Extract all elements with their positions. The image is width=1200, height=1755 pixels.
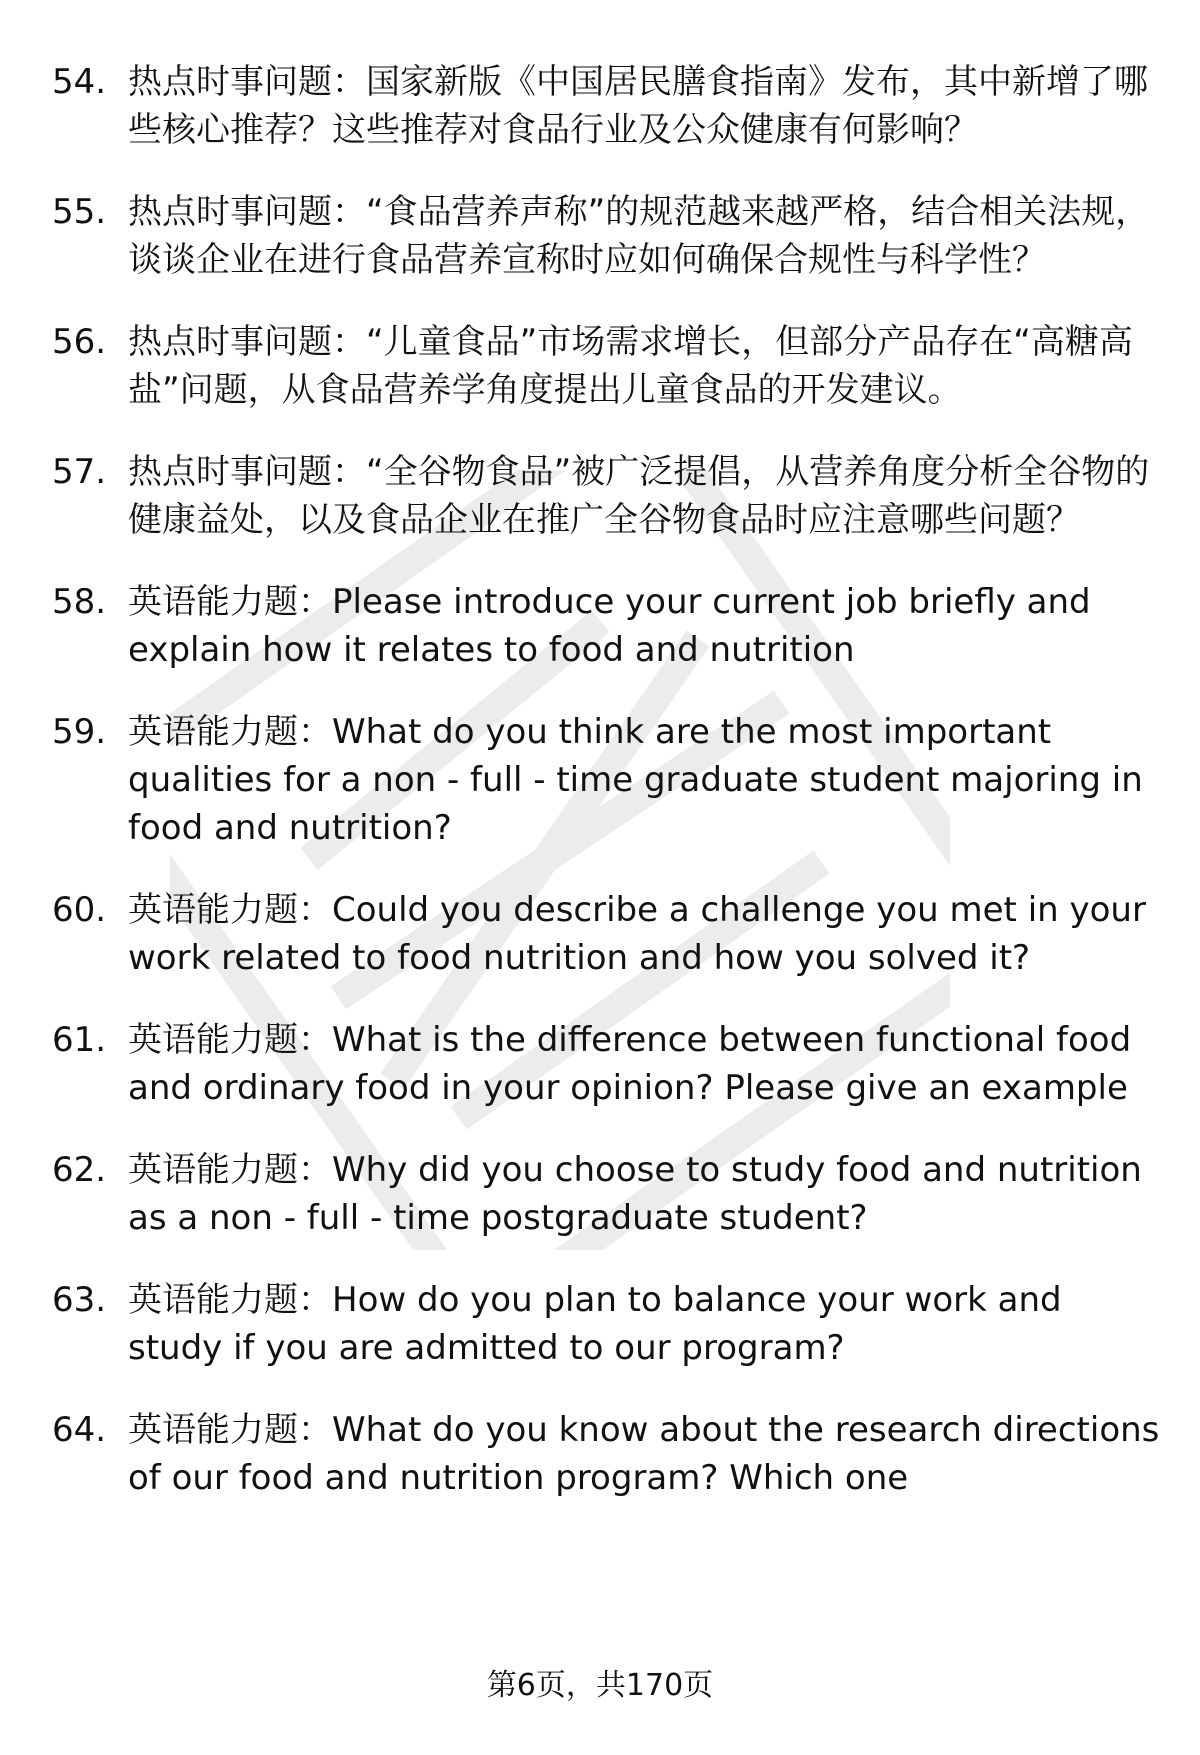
question-category: 英语能力题： — [128, 1280, 332, 1320]
question-number: 63. — [52, 1280, 107, 1320]
question-category: 英语能力题： — [128, 1020, 332, 1060]
question-item-59 — [0, 708, 1200, 852]
question-text: What do you think are the most important qualities for a non - full - time graduate student majoring in food and nutrition? — [128, 712, 1143, 848]
question-text: What do you know about the research directions of our food and nutrition program? Which one — [128, 1410, 1160, 1498]
question-item-58 — [0, 578, 1200, 674]
question-category: 英语能力题： — [128, 1150, 332, 1190]
question-number: 54. — [52, 62, 107, 102]
question-item-63 — [0, 1276, 1200, 1372]
question-text: “全谷物食品”被广泛提倡，从营养角度分析全谷物的健康益处，以及食品企业在推广全谷物食品时应注意哪些问题？ — [128, 452, 1150, 540]
question-category: 英语能力题： — [128, 712, 332, 752]
question-list — [0, 58, 1200, 1536]
question-number: 58. — [52, 582, 107, 622]
question-number: 57. — [52, 452, 107, 492]
question-item-57 — [0, 448, 1200, 544]
question-item-56 — [0, 318, 1200, 414]
question-text: “儿童食品”市场需求增长，但部分产品存在“高糖高盐”问题，从食品营养学角度提出儿童食品的开发建议。 — [128, 322, 1133, 410]
question-item-61 — [0, 1016, 1200, 1112]
question-number: 64. — [52, 1410, 107, 1450]
question-category: 英语能力题： — [128, 582, 332, 622]
question-category: 热点时事问题： — [128, 192, 366, 232]
question-category: 英语能力题： — [128, 890, 332, 930]
question-number: 55. — [52, 192, 107, 232]
question-category: 热点时事问题： — [128, 62, 366, 102]
question-text: What is the difference between functional food and ordinary food in your opinion? Please give an example — [128, 1020, 1132, 1108]
question-category: 热点时事问题： — [128, 452, 366, 492]
question-item-54 — [0, 58, 1200, 154]
question-category: 热点时事问题： — [128, 322, 366, 362]
question-number: 61. — [52, 1020, 107, 1060]
question-item-64 — [0, 1406, 1200, 1502]
question-category: 英语能力题： — [128, 1410, 332, 1450]
question-item-55 — [0, 188, 1200, 284]
question-number: 59. — [52, 712, 107, 752]
question-text: Could you describe a challenge you met in your work related to food nutrition and how you solved it? — [128, 890, 1146, 978]
question-text: Why did you choose to study food and nutrition as a non - full - time postgraduate student? — [128, 1150, 1142, 1238]
question-number: 60. — [52, 890, 107, 930]
question-text: 国家新版《中国居民膳食指南》发布，其中新增了哪些核心推荐？这些推荐对食品行业及公众健康有何影响？ — [128, 62, 1148, 150]
question-number: 62. — [52, 1150, 107, 1190]
page-number-footer: 第6页，共170页 — [486, 1668, 714, 1703]
question-text: How do you plan to balance your work and study if you are admitted to our program? — [128, 1280, 1062, 1368]
question-item-62 — [0, 1146, 1200, 1242]
question-item-60 — [0, 886, 1200, 982]
question-number: 56. — [52, 322, 107, 362]
question-text: “食品营养声称”的规范越来越严格，结合相关法规，谈谈企业在进行食品营养宣称时应如何确保合规性与科学性？ — [128, 192, 1150, 280]
question-text: Please introduce your current job briefly and explain how it relates to food and nutrition — [128, 582, 1091, 670]
